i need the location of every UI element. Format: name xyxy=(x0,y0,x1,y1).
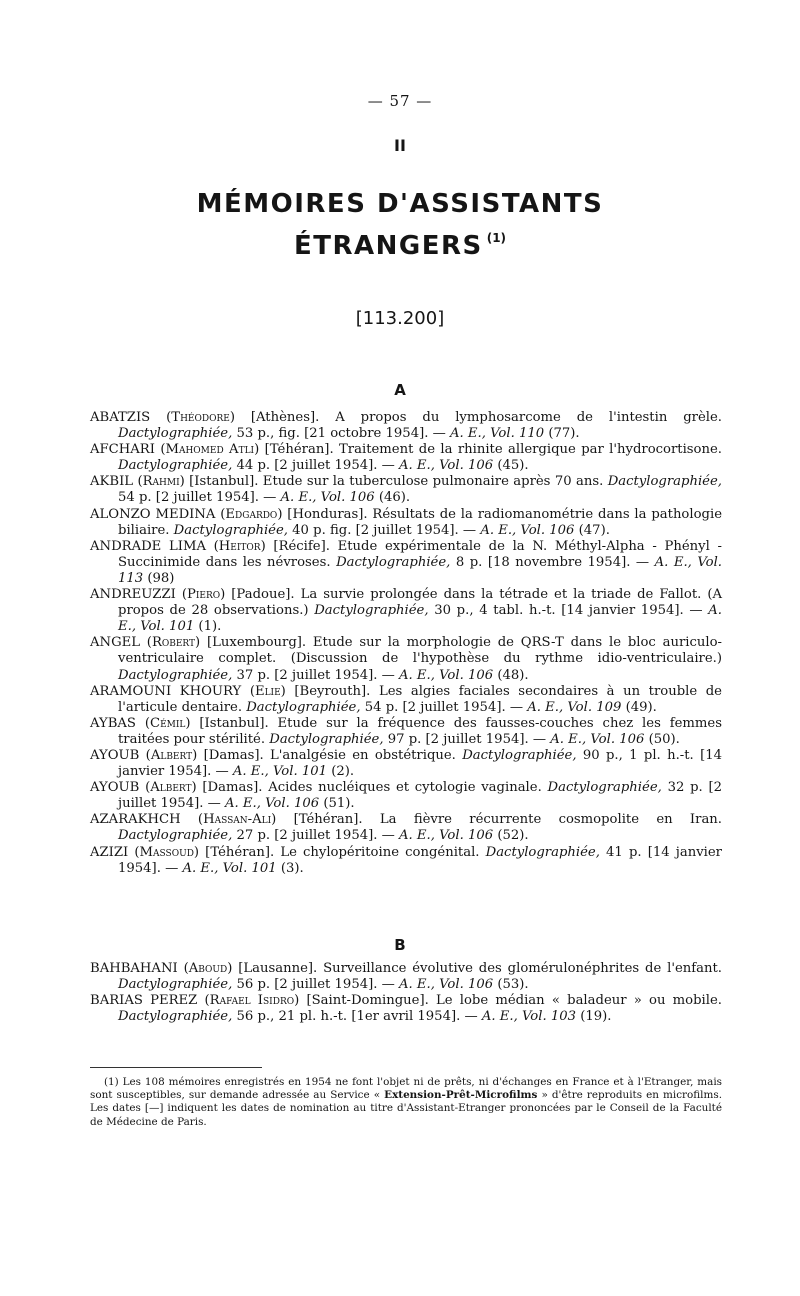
entry-name: AZIZI xyxy=(90,844,129,860)
page-title-line-1: MÉMOIRES D'ASSISTANTS xyxy=(196,189,604,219)
entry-number: (98) xyxy=(143,570,175,586)
entry-format: Dactylographiée, xyxy=(118,1009,233,1025)
entry-name: ALONZO MEDINA xyxy=(90,506,216,522)
entry-number: (48). xyxy=(493,667,529,683)
entry-given-name: (Mahomed Atli) xyxy=(160,442,260,458)
entry-reference: A. E., Vol. 101 xyxy=(182,860,277,876)
entry-details: 32 p. [2 juillet 1954]. — xyxy=(118,780,723,812)
list-item xyxy=(90,684,722,716)
entry-text: [Lausanne]. Surveillance évolutive des glomérulonéphrites de l'enfant. xyxy=(232,961,722,976)
entry-given-name: (Albert) xyxy=(145,780,197,796)
list-item xyxy=(90,993,722,1025)
entry-number: (49). xyxy=(621,699,657,715)
entry-number: (2). xyxy=(327,764,355,780)
entry-details: 8 p. [18 novembre 1954]. — xyxy=(450,554,655,570)
entry-reference: A. E., Vol. 101 xyxy=(118,603,722,635)
entry-given-name: (Aboud) xyxy=(183,961,233,976)
entry-format: Dactylographiée, xyxy=(118,977,233,993)
entry-details: 41 p. [14 janvier 1954]. — xyxy=(118,844,722,876)
section-letter-a: A xyxy=(394,381,406,399)
footnote xyxy=(90,1076,722,1129)
entry-reference: A. E., Vol. 106 xyxy=(225,796,320,812)
list-item xyxy=(90,716,722,748)
entry-number: (50). xyxy=(644,731,680,747)
entry-format: Dactylographiée, xyxy=(269,731,384,747)
entry-details: 27 p. [2 juillet 1954]. — xyxy=(232,828,400,844)
entry-format: Dactylographiée, xyxy=(547,780,662,796)
entry-given-name: (Albert) xyxy=(145,747,198,763)
list-item xyxy=(90,539,722,587)
entry-name: ANDREUZZI xyxy=(90,587,176,603)
entry-text: [Damas]. Acides nucléiques et cytologie vaginale. xyxy=(196,780,548,796)
entry-reference: A. E., Vol. 106 xyxy=(480,522,575,538)
entry-name: ARAMOUNI KHOURY xyxy=(90,683,242,699)
entry-format: Dactylographiée, xyxy=(462,747,577,763)
entry-given-name: (Hassan-Ali) xyxy=(197,812,277,828)
entry-text: [Luxembourg]. Etude sur la morphologie de QRS-T dans le bloc auriculo-ventriculaire complet. (Discussion de l'hypothèse du rythme idio-ventriculaire.) xyxy=(118,635,722,667)
list-item xyxy=(90,635,722,683)
list-item xyxy=(90,474,722,506)
entry-number: (52). xyxy=(493,828,529,844)
footnote-marker-text: (1) xyxy=(104,1076,119,1088)
list-item xyxy=(90,442,722,474)
page-number: — 57 — xyxy=(367,92,433,110)
entry-format: Dactylographiée, xyxy=(118,458,233,474)
list-item xyxy=(90,587,722,635)
entry-name: ANDRADE LIMA xyxy=(90,538,206,554)
part-number: II xyxy=(394,136,406,155)
entry-details: 37 p. [2 juillet 1954]. — xyxy=(232,667,400,683)
entry-details: 44 p. [2 juillet 1954]. — xyxy=(232,458,400,474)
entry-details: 40 p. fig. [2 juillet 1954]. — xyxy=(287,522,481,538)
entry-reference: A. E., Vol. 109 xyxy=(527,699,622,715)
entry-text: [Istanbul]. Etude sur la fréquence des fausses-couches chez les femmes traitées pour stérilité. xyxy=(118,715,722,747)
entry-format: Dactylographiée, xyxy=(336,554,451,570)
footnote-text-1: Les 108 mémoires enregistrés en 1954 ne font l'objet ni de prêts, ni d'échanges en France et à l'Etranger, mais sont susceptibles, sur demande adressée au Service « xyxy=(90,1076,722,1102)
list-item xyxy=(90,410,722,442)
entry-number: (1). xyxy=(194,619,222,635)
entry-text: [Saint-Domingue]. Le lobe médian « baladeur » ou mobile. xyxy=(299,993,722,1009)
entry-number: (45). xyxy=(493,458,529,474)
entry-text: [Récife]. Etude expérimentale de la N. Méthyl-Alpha - Phényl - Succinimide dans les névroses. xyxy=(118,538,722,570)
entry-format: Dactylographiée, xyxy=(118,426,233,442)
entry-text: [Honduras]. Résultats de la radiomanométrie dans la pathologie biliaire. xyxy=(118,506,722,538)
entries-list-a xyxy=(90,410,722,877)
entry-name: AZARAKHCH xyxy=(90,812,181,828)
entry-reference: A. E., Vol. 106 xyxy=(399,667,494,683)
entry-reference: A. E., Vol. 106 xyxy=(399,977,494,993)
entry-format: Dactylographiée, xyxy=(118,667,233,683)
entry-reference: A. E., Vol. 113 xyxy=(118,554,722,586)
entry-number: (3). xyxy=(276,860,304,876)
entry-details: 97 p. [2 juillet 1954]. — xyxy=(383,731,551,747)
entry-reference: A. E., Vol. 106 xyxy=(399,458,494,474)
entry-number: (53). xyxy=(493,977,529,993)
entry-name: AYBAS xyxy=(90,715,136,731)
entry-given-name: (Massoud) xyxy=(134,844,200,860)
entry-given-name: (Elie) xyxy=(249,683,286,699)
entry-format: Dactylographiée, xyxy=(485,844,600,860)
entry-number: (19). xyxy=(576,1009,612,1025)
entry-reference: A. E., Vol. 106 xyxy=(550,731,645,747)
entry-details: 56 p., 21 pl. h.-t. [1er avril 1954]. — xyxy=(232,1009,482,1025)
entry-given-name: (Robert) xyxy=(146,635,201,651)
list-item xyxy=(90,748,722,780)
entry-name: AYOUB xyxy=(90,780,140,796)
classification-code: [113.200] xyxy=(355,308,445,329)
list-item xyxy=(90,812,722,844)
entry-given-name: (Rahmi) xyxy=(137,474,185,490)
entry-given-name: (Théodore) xyxy=(166,410,235,425)
entry-format: Dactylographiée, xyxy=(314,603,429,619)
entry-given-name: (Rafael Isidro) xyxy=(204,993,300,1009)
entry-name: AKBIL xyxy=(90,474,134,490)
entry-details: 90 p., 1 pl. h.-t. [14 janvier 1954]. — xyxy=(118,747,722,780)
entry-reference: A. E., Vol. 101 xyxy=(232,764,328,780)
entry-name: AFCHARI xyxy=(90,442,155,458)
list-item xyxy=(90,961,722,993)
footnote-marker: (1) xyxy=(486,231,507,245)
footnote-text-2: » d'être reproduits en microfilms. Les dates [—] indiquent les dates de nomination au titre d'Assistant-Etranger prononcées par le Conseil de la Faculté de Médecine de Paris. xyxy=(90,1089,722,1128)
entry-format: Dactylographiée, xyxy=(246,699,361,715)
entry-text: [Istanbul]. Etude sur la tuberculose pulmonaire après 70 ans. xyxy=(184,474,608,490)
footnote-rule xyxy=(90,1067,262,1068)
list-item xyxy=(90,780,722,812)
section-letter-b: B xyxy=(394,936,406,954)
entry-text: [Téhéran]. Traitement de la rhinite allergique par l'hydrocortisone. xyxy=(259,442,722,458)
entry-reference: A. E., Vol. 106 xyxy=(399,828,494,844)
entry-number: (46). xyxy=(374,490,411,506)
entry-name: ABATZIS xyxy=(90,410,151,425)
entry-text: [Téhéran]. Le chylopéritoine congénital. xyxy=(199,844,486,860)
entry-given-name: (Piero) xyxy=(181,587,226,603)
entry-text: [Damas]. L'analgésie en obstétrique. xyxy=(197,747,463,763)
entry-name: ANGEL xyxy=(90,635,140,651)
entry-details: 54 p. [2 juillet 1954]. — xyxy=(118,490,281,506)
list-item xyxy=(90,845,722,877)
entry-name: BARIAS PEREZ xyxy=(90,993,198,1009)
footnote-service: Extension-Prêt-Microfilms xyxy=(384,1089,538,1102)
list-item xyxy=(90,507,722,539)
entry-text: [Padoue]. La survie prolongée dans la tétrade et la triade de Fallot. (A propos de 28 observations.) xyxy=(118,587,722,619)
entry-number: (77). xyxy=(544,426,580,442)
page-title-line-2 xyxy=(0,231,800,261)
entry-given-name: (Cémil) xyxy=(144,715,191,731)
entry-text: [Téhéran]. La fièvre récurrente cosmopolite en Iran. xyxy=(276,812,722,828)
entry-number: (51). xyxy=(319,796,355,812)
entry-details: 54 p. [2 juillet 1954]. — xyxy=(360,699,528,715)
entry-number: (47). xyxy=(574,522,610,538)
entry-format: Dactylographiée, xyxy=(173,522,288,538)
entry-text: [Athènes]. A propos du lymphosarcome de l'intestin grèle. xyxy=(234,410,722,425)
entry-reference: A. E., Vol. 110 xyxy=(450,426,545,442)
page-title-line-2-text: ÉTRANGERS xyxy=(293,231,483,261)
entry-given-name: (Edgardo) xyxy=(220,506,283,522)
entry-given-name: (Heitor) xyxy=(213,538,266,554)
entry-format: Dactylographiée, xyxy=(118,828,233,844)
entry-details: 53 p., fig. [21 octobre 1954]. — xyxy=(232,426,450,442)
entries-list-b xyxy=(90,961,722,1025)
entry-details: 56 p. [2 juillet 1954]. — xyxy=(232,977,400,993)
entry-name: AYOUB xyxy=(90,747,140,763)
entry-name: BAHBAHANI xyxy=(90,961,178,976)
entry-format: Dactylographiée, xyxy=(607,474,722,490)
entry-details: 30 p., 4 tabl. h.-t. [14 janvier 1954]. — xyxy=(428,603,709,619)
entry-reference: A. E., Vol. 103 xyxy=(481,1009,577,1025)
entry-reference: A. E., Vol. 106 xyxy=(280,490,375,506)
entry-text: [Beyrouth]. Les algies faciales secondaires à un trouble de l'articule dentaire. xyxy=(118,683,722,715)
